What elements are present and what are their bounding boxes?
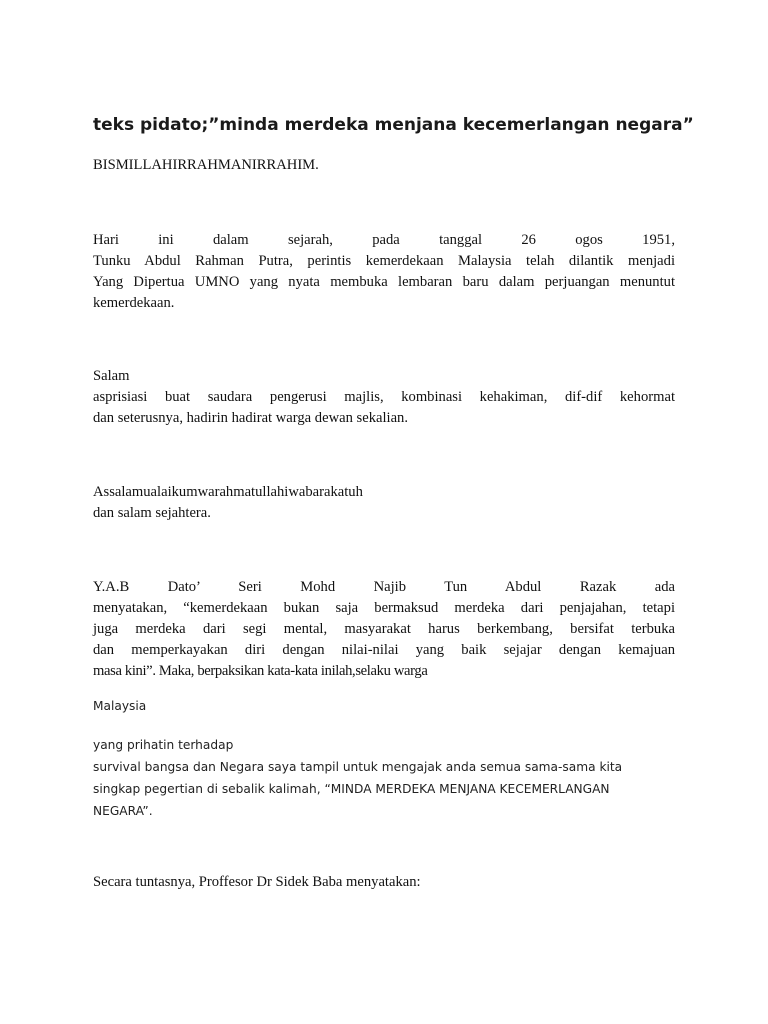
paragraph-line: singkap pegertian di sebalik kalimah, “MINDA MERDEKA MENJANA KECEMERLANGAN [93,782,610,796]
paragraph-line: Salam [93,368,130,384]
paragraph-greeting [93,366,675,429]
paragraph-line: dan memperkayakan diri dengan nilai-nilai yang baik sejajar dengan kemajuan [93,642,675,658]
paragraph-history [93,230,675,314]
bismillah-text: BISMILLAHIRRAHMANIRRAHIM. [93,157,319,173]
paragraph-line: Tunku Abdul Rahman Putra, perintis kemerdekaan Malaysia telah dilantik menjadi [93,253,675,269]
paragraph-conclusion: Secara tuntasnya, Proffesor Dr Sidek Baba menyatakan: [93,874,421,890]
paragraph-line: kemerdekaan. [93,295,175,311]
paragraph-line: dan seterusnya, hadirin hadirat warga dewan sekalian. [93,410,408,426]
paragraph-line: Yang Dipertua UMNO yang nyata membuka lembaran baru dalam perjuangan menuntut [93,274,675,290]
paragraph-line: masa kini”. Maka, berpaksikan kata-kata inilah,selaku warga [93,663,428,679]
paragraph-line: Hari ini dalam sejarah, pada tanggal 26 ogos 1951, [93,232,675,248]
paragraph-line: menyatakan, “kemerdekaan bukan saja bermaksud merdeka dari penjajahan, tetapi [93,600,675,616]
malaysia-text: Malaysia [93,699,147,713]
document-title: teks pidato;”minda merdeka menjana kecemerlangan negara” [93,115,694,135]
paragraph-salam [93,482,675,524]
paragraph-line: survival bangsa dan Negara saya tampil untuk mengajak anda semua sama-sama kita [93,760,623,774]
paragraph-line: Assalamualaikumwarahmatullahiwabarakatuh [93,484,363,500]
paragraph-quote [93,577,675,682]
paragraph-invitation [93,734,675,822]
paragraph-line: juga merdeka dari segi mental, masyarakat harus berkembang, bersifat terbuka [93,621,675,637]
paragraph-line: NEGARA”. [93,804,153,818]
paragraph-line: Y.A.B Dato’ Seri Mohd Najib Tun Abdul Razak ada [93,579,675,595]
paragraph-line: asprisiasi buat saudara pengerusi majlis, kombinasi kehakiman, dif-dif kehormat [93,389,675,405]
paragraph-line: yang prihatin terhadap [93,738,234,752]
paragraph-line: dan salam sejahtera. [93,505,211,521]
